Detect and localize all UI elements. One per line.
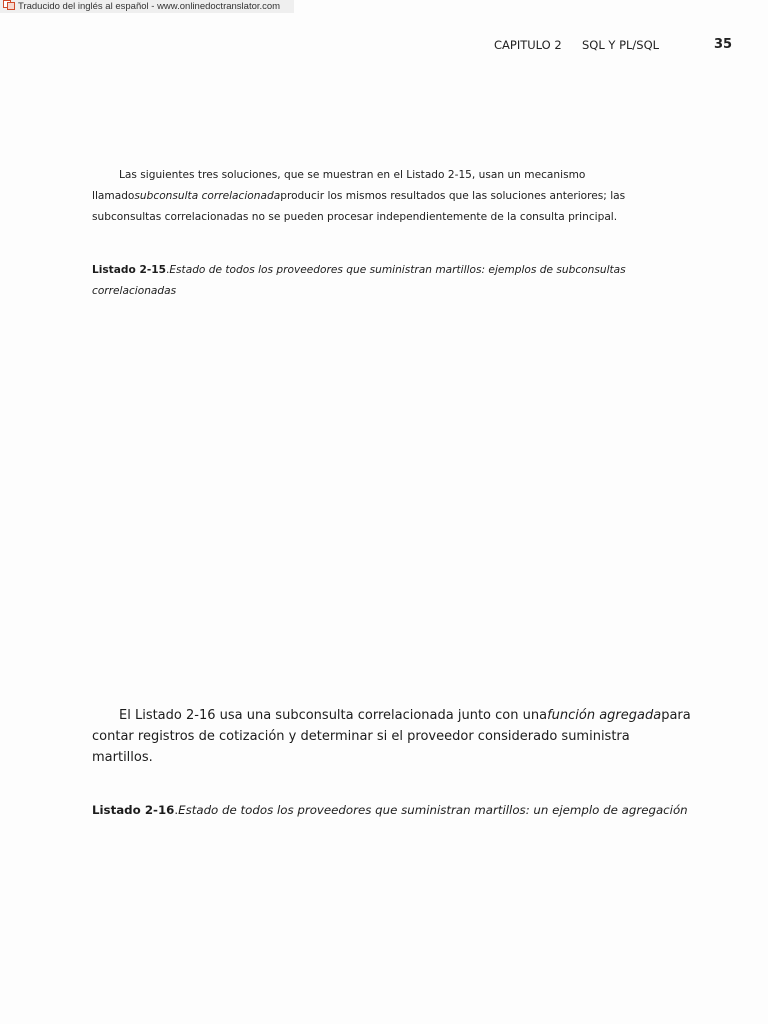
- listing-title: Estado de todos los proveedores que suministran martillos: un ejemplo de agregación: [178, 803, 688, 817]
- listing-dot: .: [165, 264, 170, 276]
- paragraph-italic-term: subconsulta correlacionada: [134, 190, 281, 202]
- translate-icon: [3, 0, 15, 9]
- paragraph-correlated-subquery: [92, 165, 684, 228]
- listing-title: Estado de todos los proveedores que suministran martillos: ejemplos de subconsultas correlacionadas: [92, 264, 626, 297]
- translation-banner[interactable]: [0, 0, 294, 13]
- listing-label: Listado 2-15: [92, 264, 166, 276]
- page-number: 35: [714, 37, 733, 52]
- paragraph-text: producir los mismos resultados que las soluciones anteriores; las subconsultas correlacionadas no se pueden procesar independientemente de la consulta principal.: [92, 190, 626, 223]
- chapter-header: CAPITULO 2: [494, 38, 562, 52]
- listing-2-16-caption: [92, 800, 692, 821]
- paragraph-text: El Listado 2-16 usa una subconsulta correlacionada junto con una: [119, 708, 548, 723]
- section-header: SQL Y PL/SQL: [582, 38, 660, 52]
- listing-dot: .: [174, 803, 179, 817]
- paragraph-text: para contar registros de cotización y determinar si el proveedor considerado suministra martillos.: [92, 708, 691, 765]
- listing-2-15-caption: [92, 260, 684, 302]
- paragraph-text: Las siguientes tres soluciones, que se muestran en el Listado 2-15, usan un mecanismo llamado: [92, 169, 586, 202]
- paragraph-italic-term: función agregada: [547, 708, 662, 723]
- listing-label: Listado 2-16: [92, 803, 175, 817]
- paragraph-aggregate-function: [92, 705, 692, 768]
- translation-banner-text[interactable]: Traducido del inglés al español - www.onlinedoctranslator.com: [18, 1, 281, 12]
